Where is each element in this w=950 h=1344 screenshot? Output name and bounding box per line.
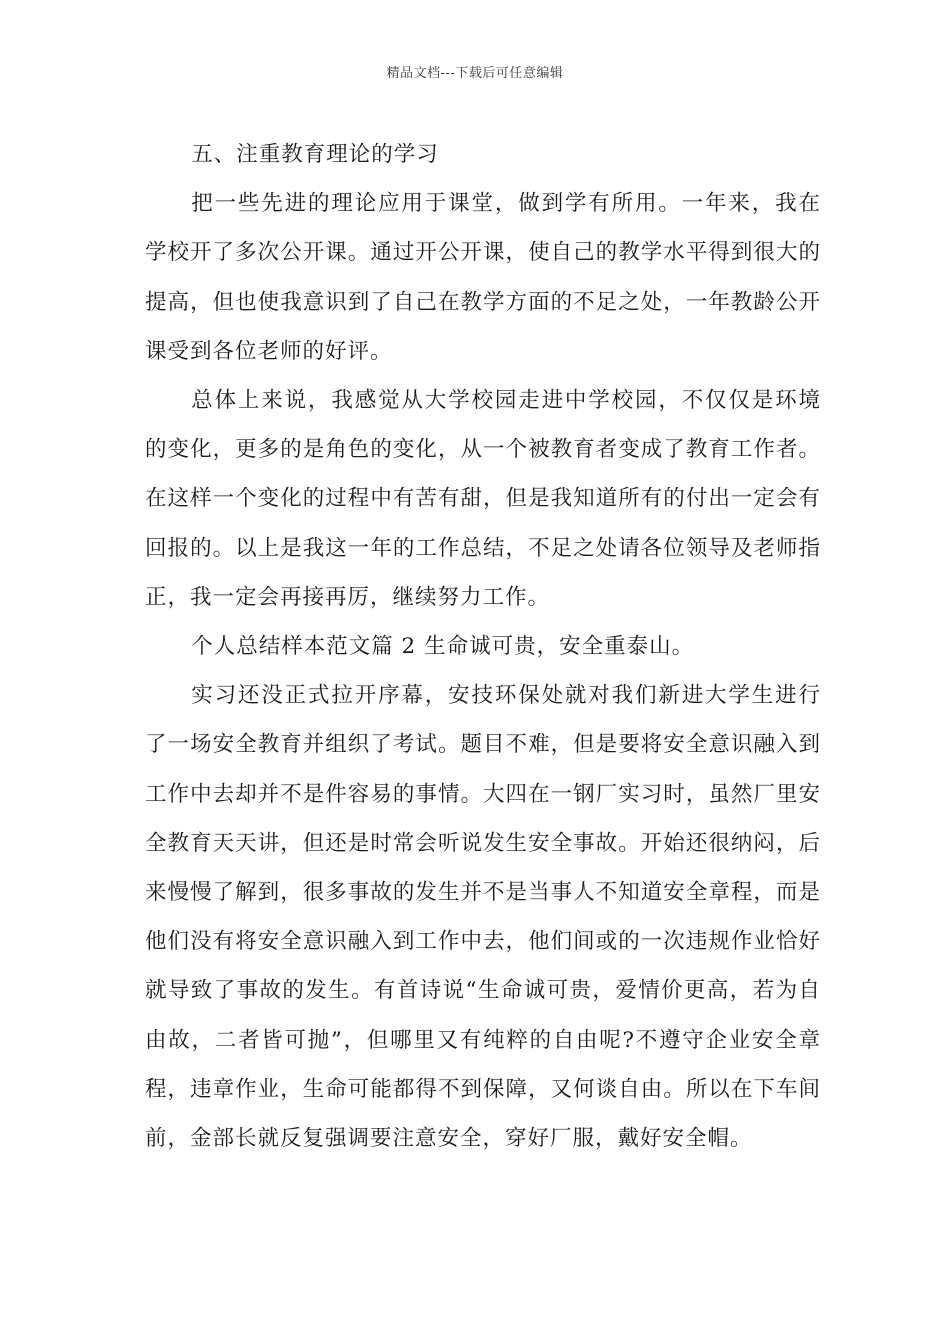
paragraph: 总体上来说，我感觉从大学校园走进中学校园，不仅仅是环境的变化，更多的是角色的变化，从一个被教育者变成了教育工作者。在这样一个变化的过程中有苦有甜，但是我知道所有的付出一定会有回报的。以上是我这一年的工作总结，不足之处请各位领导及老师指正，我一定会再接再厉，继续努力工作。 [145, 388, 821, 610]
paragraph: 实习还没正式拉开序幕，安技环保处就对我们新进大学生进行了一场安全教育并组织了考试。题目不难，但是要将安全意识融入到工作中去却并不是件容易的事情。大四在一钢厂实习时，虽然厂里安全教育天天讲，但还是时常会听说发生安全事故。开始还很纳闷，后来慢慢了解到，很多事故的发生并不是当事人不知道安全章程，而是他们没有将安全意识融入到工作中去，他们间或的一次违规作业恰好就导致了事故的发生。有首诗说“生命诚可贵，爱情价更高，若为自由故，二者皆可抛”，但哪里又有纯粹的自由呢?不遵守企业安全章程，违章作业，生命可能都得不到保障，又何谈自由。所以在下车间前，金部长就反复强调要注意安全，穿好厂服，戴好安全帽。 [145, 683, 821, 1152]
page-header: 精品文档---下载后可任意编辑 [386, 66, 564, 81]
section-heading: 五、注重教育理论的学习 [191, 142, 439, 167]
paragraph: 把一些先进的理论应用于课堂，做到学有所用。一年来，我在学校开了多次公开课。通过开公开课，使自己的教学水平得到很大的提高，但也使我意识到了自己在教学方面的不足之处，一年教龄公开课受到各位老师的好评。 [145, 191, 821, 364]
paragraph: 个人总结样本范文篇 2 生命诚可贵，安全重泰山。 [191, 634, 695, 660]
document-body [145, 130, 821, 1163]
